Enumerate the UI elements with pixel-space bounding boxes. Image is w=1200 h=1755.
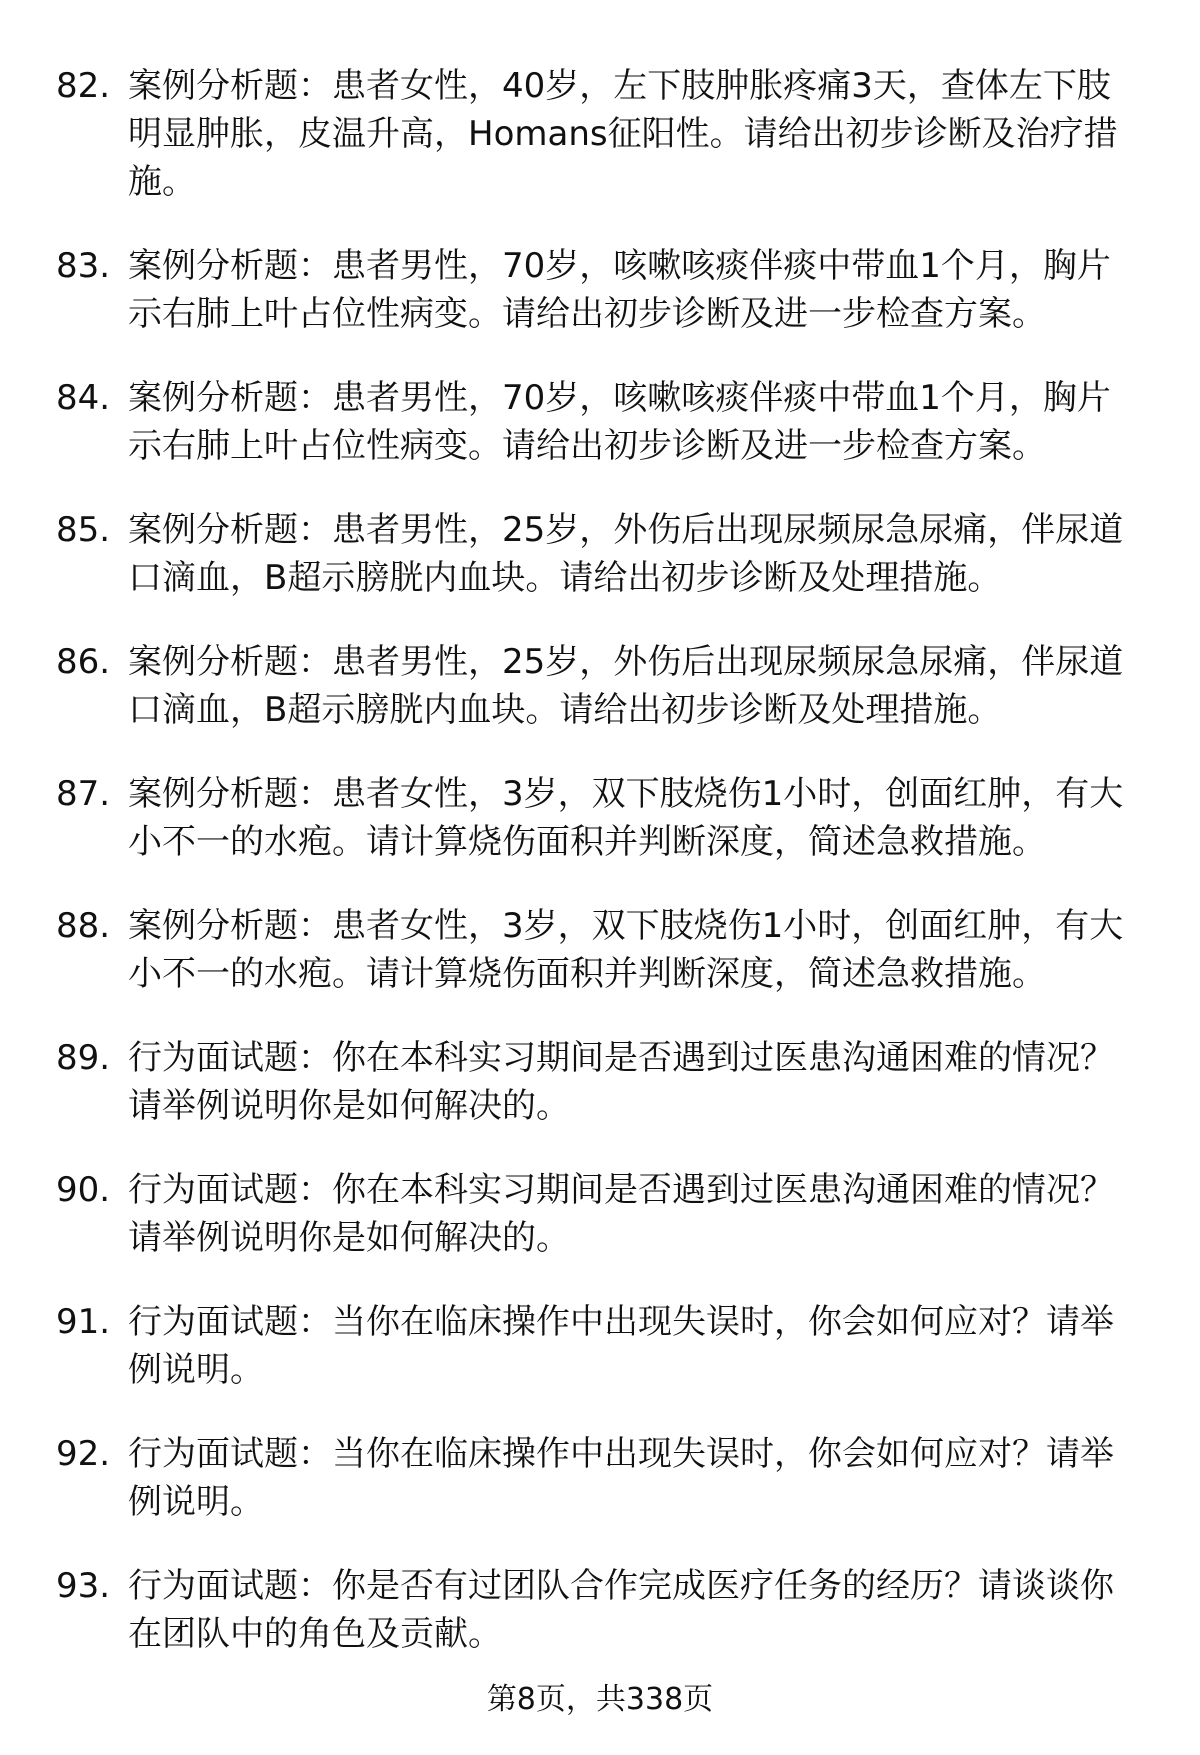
question-text: 案例分析题：患者女性，3岁，双下肢烧伤1小时，创面红肿，有大小不一的水疱。请计算烧伤面积并判断深度，简述急救措施。 [128,774,1124,862]
question-item [56,638,1156,734]
question-text: 行为面试题：你是否有过团队合作完成医疗任务的经历？请谈谈你在团队中的角色及贡献。 [128,1566,1114,1654]
question-item [56,1034,1156,1130]
question-number: 90. [56,1170,111,1210]
question-item [56,62,1156,206]
question-item [56,902,1156,998]
question-number: 85. [56,510,111,550]
question-text: 行为面试题：当你在临床操作中出现失误时，你会如何应对？请举例说明。 [128,1434,1114,1522]
question-text: 行为面试题：你在本科实习期间是否遇到过医患沟通困难的情况？请举例说明你是如何解决的。 [128,1038,1114,1126]
question-number: 84. [56,378,111,418]
question-number: 93. [56,1566,111,1606]
question-item [56,1298,1156,1394]
question-number: 82. [56,66,111,106]
question-item [56,1430,1156,1526]
question-number: 89. [56,1038,111,1078]
question-item [56,1562,1156,1658]
question-number: 88. [56,906,111,946]
question-item [56,374,1156,470]
question-number: 92. [56,1434,111,1474]
question-number: 87. [56,774,111,814]
question-number: 83. [56,246,111,286]
question-text: 案例分析题：患者男性，25岁，外伤后出现尿频尿急尿痛，伴尿道口滴血，B超示膀胱内血块。请给出初步诊断及处理措施。 [128,642,1124,730]
question-text: 行为面试题：当你在临床操作中出现失误时，你会如何应对？请举例说明。 [128,1302,1114,1390]
question-item [56,242,1156,338]
question-item [56,1166,1156,1262]
question-item [56,770,1156,866]
question-text: 案例分析题：患者女性，3岁，双下肢烧伤1小时，创面红肿，有大小不一的水疱。请计算烧伤面积并判断深度，简述急救措施。 [128,906,1124,994]
question-text: 案例分析题：患者女性，40岁，左下肢肿胀疼痛3天，查体左下肢明显肿胀，皮温升高，Homans征阳性。请给出初步诊断及治疗措施。 [128,66,1118,202]
question-text: 案例分析题：患者男性，25岁，外伤后出现尿频尿急尿痛，伴尿道口滴血，B超示膀胱内血块。请给出初步诊断及处理措施。 [128,510,1124,598]
question-text: 案例分析题：患者男性，70岁，咳嗽咳痰伴痰中带血1个月，胸片示右肺上叶占位性病变。请给出初步诊断及进一步检查方案。 [128,378,1111,466]
question-list [56,62,1156,1694]
question-text: 行为面试题：你在本科实习期间是否遇到过医患沟通困难的情况？请举例说明你是如何解决的。 [128,1170,1114,1258]
question-number: 86. [56,642,111,682]
page-footer: 第8页，共338页 [486,1682,714,1717]
question-item [56,506,1156,602]
question-number: 91. [56,1302,111,1342]
question-text: 案例分析题：患者男性，70岁，咳嗽咳痰伴痰中带血1个月，胸片示右肺上叶占位性病变。请给出初步诊断及进一步检查方案。 [128,246,1111,334]
